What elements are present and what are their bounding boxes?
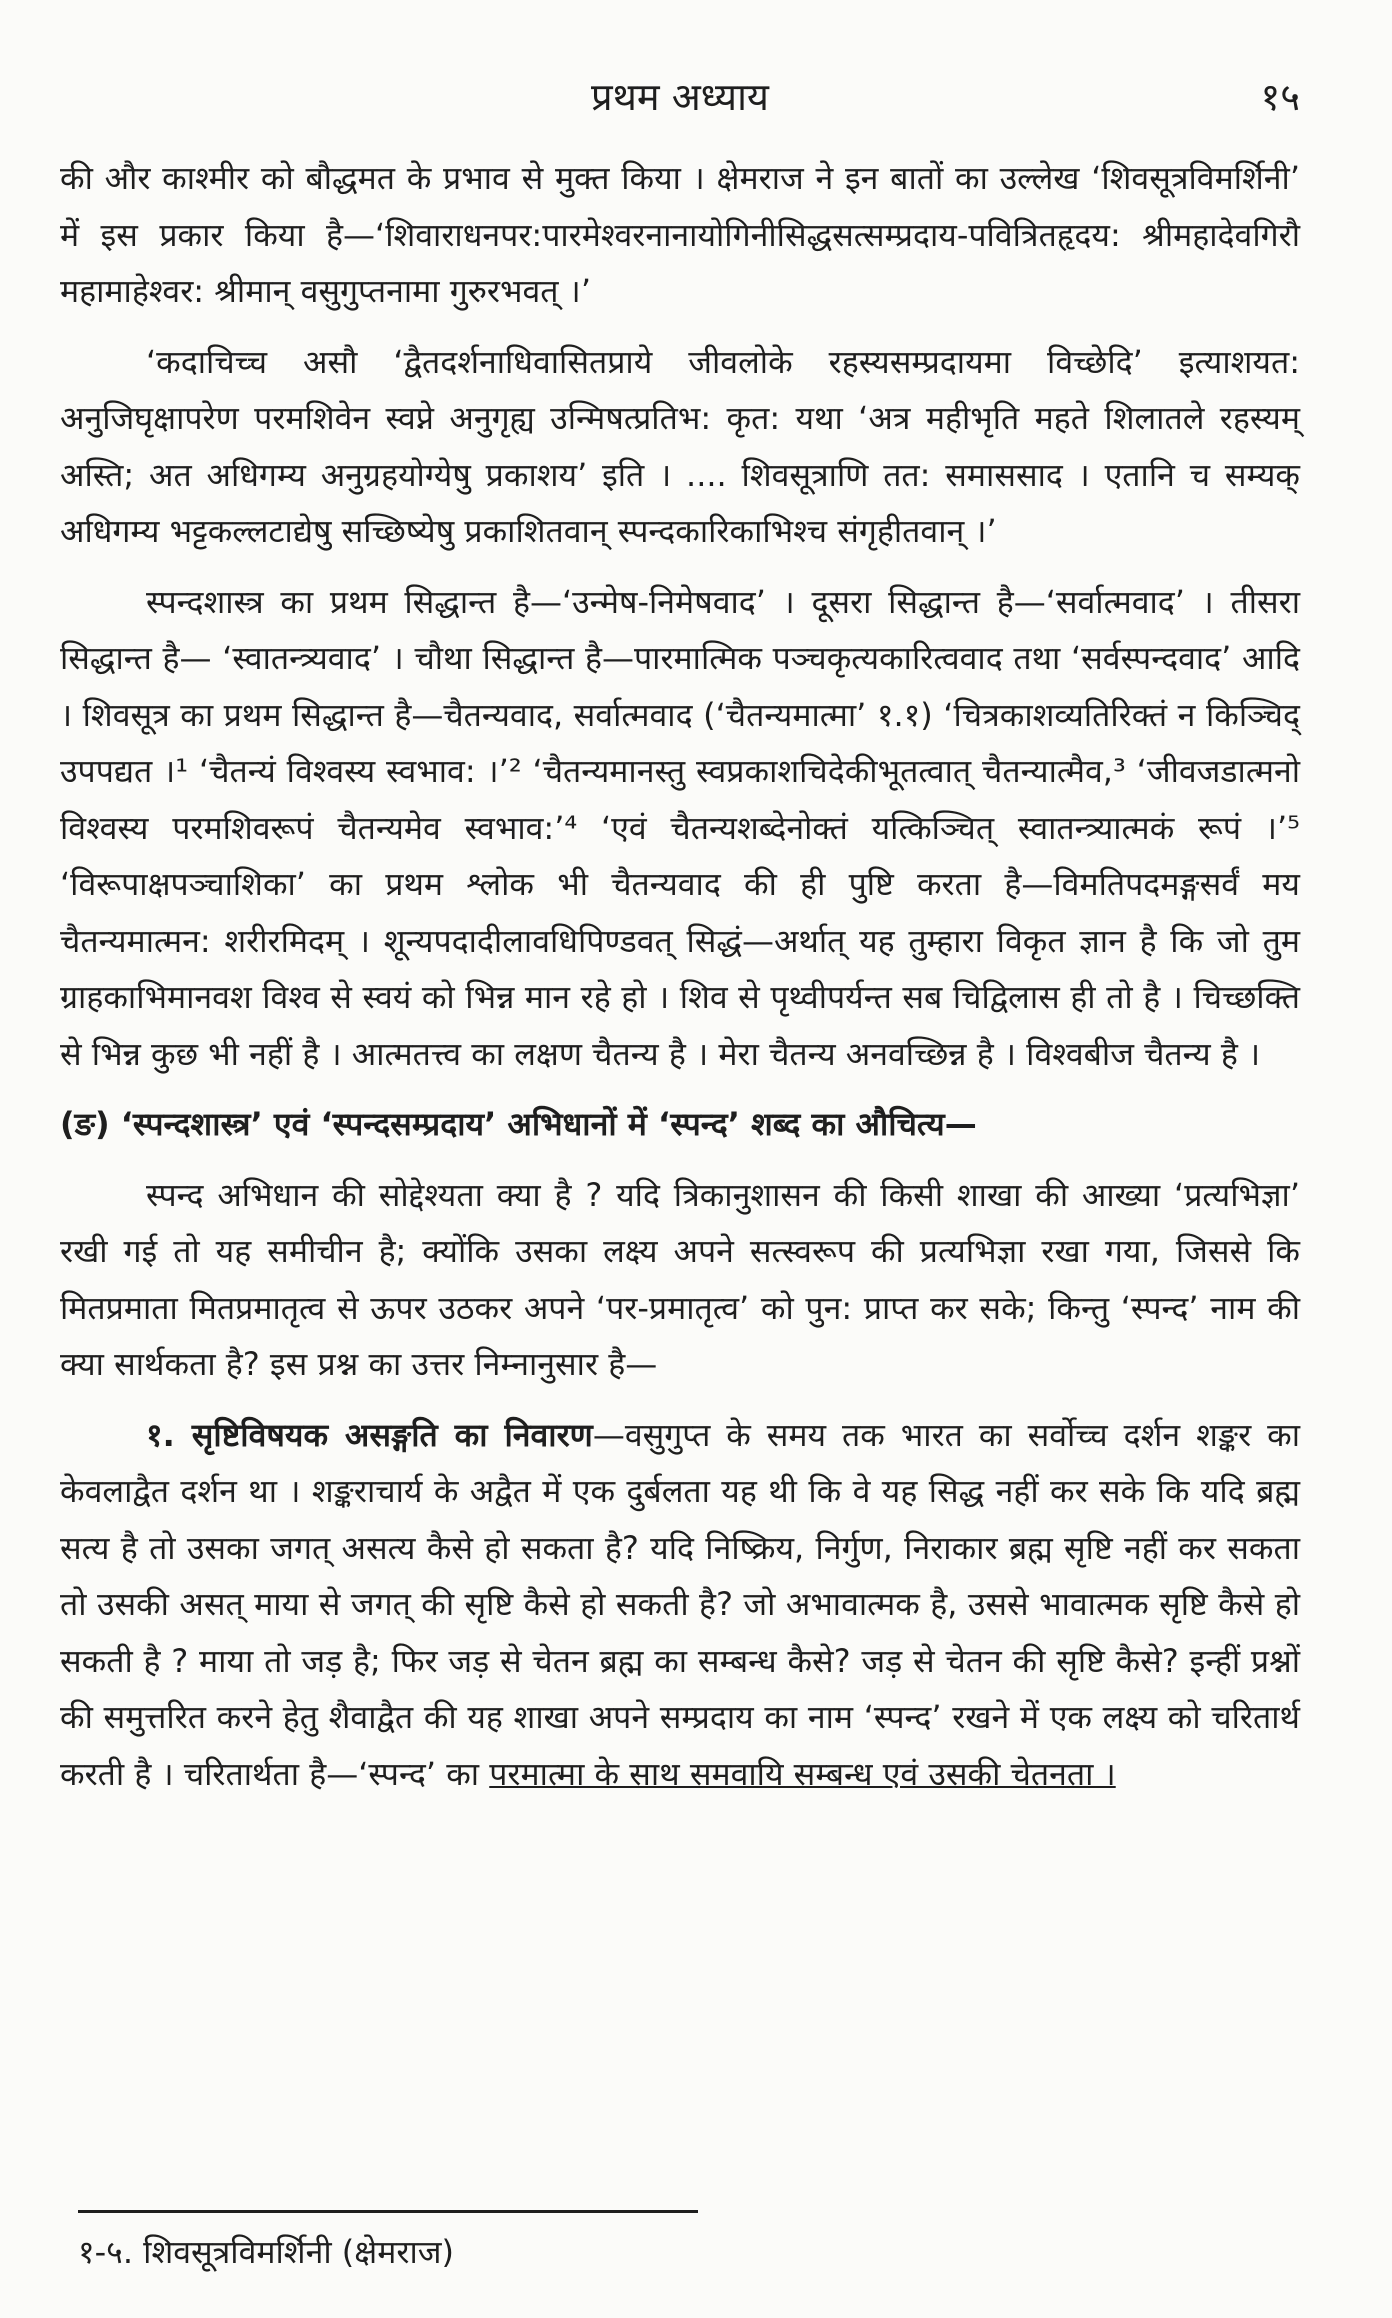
page-body: [60, 150, 1300, 1802]
page-header: [60, 70, 1300, 130]
section-paragraph: स्पन्द अभिधान की सोद्देश्यता क्या है ? यदि त्रिकानुशासन की किसी शाखा की आख्या ‘प्रत्यभिज्ञा’ रखी गई तो यह समीचीन है; क्योंकि उसका लक्ष्य अपने सत्स्वरूप की प्रत्यभिज्ञा रखा गया, जिससे कि मितप्रमाता मितप्रमातृत्व से ऊपर उठकर अपने ‘पर-प्रमातृत्व’ को पुन: प्राप्त कर सके; किन्तु ‘स्पन्द’ नाम की क्या सार्थकता है? इस प्रश्न का उत्तर निम्नानुसार है—: [60, 1175, 1300, 1383]
paragraph-1: की और काश्मीर को बौद्धमत के प्रभाव से मुक्त किया । क्षेमराज ने इन बातों का उल्लेख ‘शिवसूत्रविमर्शिनी’ में इस प्रकार किया है—‘शिवाराधनपर:पारमेश्वरनानायोगिनीसिद्धसत्सम्प्रदाय-पवित्रितहृदय: श्रीमहादेवगिरौ महामाहेश्वर: श्रीमान् वसुगुप्तनामा गुरुरभवत् ।’: [60, 159, 1300, 310]
footnote: १-५. शिवसूत्रविमर्शिनी (क्षेमराज): [78, 2233, 454, 2271]
item-1-paragraph: [60, 1407, 1300, 1803]
page-number: १५: [1260, 75, 1300, 119]
footnote-divider: [78, 2210, 698, 2213]
item-1-heading: १. सृष्टिविषयक असङ्गति का निवारण: [146, 1415, 593, 1454]
paragraph-2: ‘कदाचिच्च असौ ‘द्वैतदर्शनाधिवासितप्राये जीवलोके रहस्यसम्प्रदायमा विच्छेदि’ इत्याशयत: अनुजिघृक्षापरेण परमशिवेन स्वप्ने अनुगृह्य उन्मिषत्प्रतिभ: कृत: यथा ‘अत्र महीभृति महते शिलातले रहस्यम् अस्ति; अत अधिगम्य अनुग्रहयोग्येषु प्रकाशय’ इति । .... शिवसूत्राणि तत: समाससाद । एतानि च सम्यक् अधिगम्य भट्टकल्लटाद्येषु सच्छिष्येषु प्रकाशितवान् स्पन्दकारिकाभिश्च संगृहीतवान् ।’: [60, 342, 1300, 550]
running-title: प्रथम अध्याय: [591, 75, 769, 119]
section-heading: (ङ) ‘स्पन्दशास्त्र’ एवं ‘स्पन्दसम्प्रदाय’ अभिधानों में ‘स्पन्द’ शब्द का औचित्य—: [60, 1105, 977, 1143]
item-1-last-line: परमात्मा के साथ समवायि सम्बन्ध एवं उसकी चेतनता ।: [489, 1754, 1116, 1793]
paragraph-3: स्पन्दशास्त्र का प्रथम सिद्धान्त है—‘उन्मेष-निमेषवाद’ । दूसरा सिद्धान्त है—‘सर्वात्मवाद’ । तीसरा सिद्धान्त है— ‘स्वातन्त्र्यवाद’ । चौथा सिद्धान्त है—पारमात्मिक पञ्चकृत्यकारित्ववाद तथा ‘सर्वस्पन्दवाद’ आदि । शिवसूत्र का प्रथम सिद्धान्त है—चैतन्यवाद, सर्वात्मवाद (‘चैतन्यमात्मा’ १.१) ‘चित्रकाशव्यतिरिक्तं न किञ्चिद् उपपद्यत ।¹ ‘चैतन्यं विश्वस्य स्वभाव: ।’² ‘चैतन्यमानस्तु स्वप्रकाशचिदेकीभूतत्वात् चैतन्यात्मैव,³ ‘जीवजडात्मनो विश्वस्य परमशिवरूपं चैतन्यमेव स्वभाव:’⁴ ‘एवं चैतन्यशब्देनोक्तं यत्किञ्चित् स्वातन्त्र्यात्मकं रूपं ।’⁵ ‘विरूपाक्षपञ्चाशिका’ का प्रथम श्लोक भी चैतन्यवाद की ही पुष्टि करता है—विमतिपदमङ्गसर्वं मय चैतन्यमात्मन: शरीरमिदम् । शून्यपदादीलावधिपिण्डवत् सिद्धं—अर्थात् यह तुम्हारा विकृत ज्ञान है कि जो तुम ग्राहकाभिमानवश विश्व से स्वयं को भिन्न मान रहे हो । शिव से पृथ्वीपर्यन्त सब चिद्विलास ही तो है । चिच्छक्ति से भिन्न कुछ भी नहीं है । आत्मतत्त्व का लक्षण चैतन्य है । मेरा चैतन्य अनवच्छिन्न है । विश्वबीज चैतन्य है ।: [60, 582, 1300, 1073]
item-1-text: —वसुगुप्त के समय तक भारत का सर्वोच्च दर्शन शङ्कर का केवलाद्वैत दर्शन था । शङ्कराचार्य के अद्वैत में एक दुर्बलता यह थी कि वे यह सिद्ध नहीं कर सके कि यदि ब्रह्म सत्य है तो उसका जगत् असत्य कैसे हो सकता है? यदि निष्क्रिय, निर्गुण, निराकार ब्रह्म सृष्टि नहीं कर सकता तो उसकी असत् माया से जगत् की सृष्टि कैसे हो सकती है? जो अभावात्मक है, उससे भावात्मक सृष्टि कैसे हो सकती है ? माया तो जड़ है; फिर जड़ से चेतन ब्रह्म का सम्बन्ध कैसे? जड़ से चेतन की सृष्टि कैसे? इन्हीं प्रश्नों की समुत्तरित करने हेतु शैवाद्वैत की यह शाखा अपने सम्प्रदाय का नाम ‘स्पन्द’ रखने में एक लक्ष्य को चरितार्थ करती है । चरितार्थता है—‘स्पन्द’ का: [60, 1415, 1301, 1793]
